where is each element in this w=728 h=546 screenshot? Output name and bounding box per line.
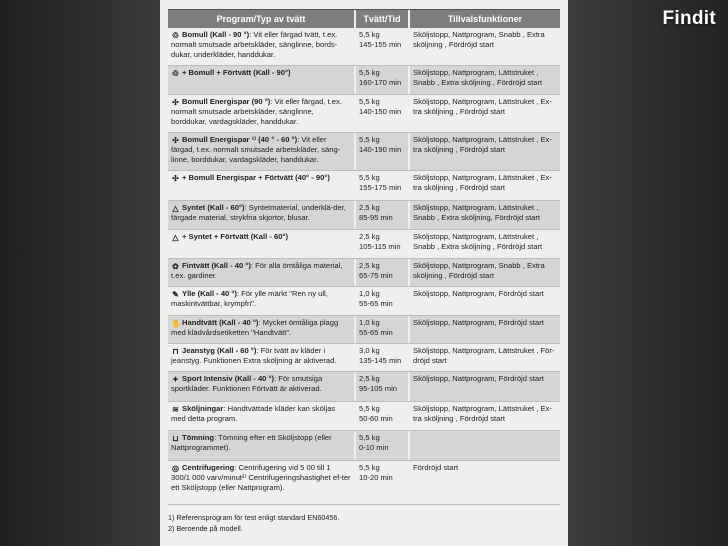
table-row — [168, 171, 560, 201]
load-time-cell — [356, 230, 410, 258]
time-value: 10-20 min — [359, 472, 393, 482]
table-header — [168, 9, 560, 28]
load-time-cell — [356, 344, 410, 371]
program-title: Centrifugering — [182, 463, 235, 472]
time-value: 145-155 min — [359, 39, 402, 49]
load-value: 3,0 kg — [359, 346, 380, 355]
table-row — [168, 28, 560, 66]
time-value: 155-175 min — [359, 182, 402, 192]
header-program: Program/Typ av tvätt — [168, 10, 356, 28]
time-value: 85-95 min — [359, 212, 393, 222]
eco-icon: ✣ — [172, 136, 179, 145]
table-row — [168, 461, 560, 505]
table-body — [168, 28, 560, 505]
program-cell — [168, 201, 356, 229]
table-row — [168, 66, 560, 95]
time-value: 135-145 min — [359, 355, 402, 365]
time-value: 50-60 min — [359, 413, 393, 423]
load-value: 5,5 kg — [359, 135, 380, 144]
options-cell: Sköljstopp, Nattprogram, Lättstruket , Ex-tra sköljning , Fördröjd start — [413, 404, 552, 423]
load-time-cell — [356, 28, 410, 65]
program-description: : Mycket ömtåliga plagg med klädvårdsetiketten "Handtvätt". — [171, 318, 339, 337]
program-title: Tömning — [182, 433, 215, 442]
program-title: Bomull (Kall - 90 °) — [182, 30, 250, 39]
program-title: + Bomull + Förtvätt (Kall - 90°) — [182, 68, 291, 77]
load-time-cell — [356, 461, 410, 504]
options-cell: Sköljstopp, Nattprogram, Lättstruket , Snabb , Extra sköljning, Fördröjd start — [413, 203, 541, 222]
options-cell: Sköljstopp, Nattprogram, Lättstruket , Ex-tra sköljning , Fördröjd start — [413, 97, 552, 116]
load-value: 2,5 kg — [359, 261, 380, 270]
load-value: 5,5 kg — [359, 68, 380, 77]
header-options: Tillvalsfunktioner — [447, 14, 523, 24]
options-cell: Sköljstopp, Nattprogram, Lättstruket , Ex-tra sköljning , Fördröjd start — [413, 135, 552, 154]
time-value: 55-65 min — [359, 327, 393, 337]
options-cell: Sköljstopp, Nattprogram, Snabb , Extra sköljning , Fördröjd start — [413, 30, 545, 49]
options-cell: Sköljstopp, Nattprogram, Lättstruket , Snabb , Extra sköljning , Fördröjd start — [413, 68, 543, 87]
table-row — [168, 431, 560, 461]
program-title: Ylle (Kall - 40 °) — [182, 289, 237, 298]
options-cell: Sköljstopp, Nattprogram, Fördröjd start — [413, 289, 544, 298]
program-description: : För ylle märkt "Ren ny ull, maskintvättbar, krympfri". — [171, 289, 328, 308]
load-time-cell — [356, 431, 410, 460]
program-description: : Vit eller färgad tvätt, t.ex. normalt smutsade arbetskläder, sänglinne, bords-dukar, underkläder, handdukar. — [171, 30, 338, 59]
options-cell: Fördröjd start — [413, 463, 459, 472]
program-description: : Centrifugering vid 5 00 till 1 300/1 000 varv/minut²⁾ Centrifugeringshastighet ef-ter ett Sköljstopp (eller Nattprogram). — [171, 463, 351, 492]
wool-icon: ✎ — [172, 290, 179, 299]
jeans-icon: ⊓ — [172, 347, 179, 356]
table-row — [168, 372, 560, 402]
background-left — [0, 0, 160, 546]
findit-logo[interactable]: Findit — [662, 8, 716, 29]
load-value: 5,5 kg — [359, 404, 380, 413]
load-time-cell — [356, 95, 410, 132]
program-cell — [168, 431, 356, 460]
program-cell — [168, 344, 356, 371]
program-title: Fintvätt (Kall - 40 °) — [182, 261, 251, 270]
load-time-cell — [356, 372, 410, 401]
load-value: 2,5 kg — [359, 232, 380, 241]
drain-icon: ⊔ — [172, 434, 179, 443]
load-time-cell — [356, 171, 410, 200]
footnote-1: 1) Referensprogram för test enligt standard EN60456. — [168, 513, 340, 522]
program-cell — [168, 259, 356, 286]
time-value: 0-10 min — [359, 442, 389, 452]
load-value: 2,5 kg — [359, 374, 380, 383]
eco-prewash-icon: ✣ — [172, 174, 179, 183]
footnote-2: 2) Beroende på modell. — [168, 524, 243, 533]
load-value: 5,5 kg — [359, 173, 380, 182]
options-cell: Sköljstopp, Nattprogram, Lättstruket , Ex-tra sköljning , Fördröjd start — [413, 173, 552, 192]
cotton-prewash-icon: ♲ — [171, 69, 180, 78]
cotton-icon: ♲ — [171, 31, 180, 40]
synthetic-prewash-icon: △ — [172, 233, 179, 242]
program-title: Bomull Energispar (90 °) — [182, 97, 271, 106]
program-cell — [168, 461, 356, 504]
program-title: + Syntet + Förtvätt (Kall - 60°) — [182, 232, 288, 241]
table-row — [168, 259, 560, 287]
load-value: 5,5 kg — [359, 30, 380, 39]
program-cell — [168, 230, 356, 258]
program-title: Sköljningar — [182, 404, 224, 413]
table-row — [168, 230, 560, 259]
program-description: : För smutsiga sportkläder. Funktionen Förtvätt är aktiverad. — [171, 374, 323, 393]
load-time-cell — [356, 287, 410, 315]
load-time-cell — [356, 66, 410, 94]
options-cell: Sköljstopp, Nattprogram, Lättstruket , Snabb , Extra sköljning , Fördröjd start — [413, 232, 543, 251]
time-value: 105-115 min — [359, 241, 401, 251]
program-title: + Bomull Energispar + Förtvätt (40° - 90°) — [182, 173, 330, 182]
time-value: 55-65 min — [359, 298, 393, 308]
table-row — [168, 344, 560, 372]
options-cell: Sköljstopp, Nattprogram, Fördröjd start — [413, 318, 544, 327]
hand-wash-icon: ✋ — [171, 319, 181, 328]
eco-icon: ✣ — [172, 98, 179, 107]
time-value: 95-105 min — [359, 383, 397, 393]
options-cell: Sköljstopp, Nattprogram, Lättstruket , För-dröjd start — [413, 346, 555, 365]
options-cell: Sköljstopp, Nattprogram, Fördröjd start — [413, 374, 544, 383]
sport-icon: ✦ — [172, 375, 179, 384]
load-time-cell — [356, 259, 410, 286]
program-table — [168, 9, 560, 505]
spin-icon: ◎ — [172, 464, 179, 473]
time-value: 140-190 min — [359, 144, 402, 154]
program-title: Jeanstyg (Kall - 60 °) — [182, 346, 257, 355]
load-time-cell — [356, 402, 410, 430]
load-time-cell — [356, 133, 410, 170]
program-description: : Vit eller färgad, t.ex. normalt smutsade arbetskläder, säng-linne, borddukar, vardagskläder, handdukar. — [171, 135, 341, 164]
options-cell — [410, 431, 560, 460]
load-value: 1,0 kg — [359, 289, 380, 298]
table-row — [168, 201, 560, 230]
program-description: : Vit eller färgad, t.ex. normalt smutsade arbetskläder, sänglinne, borddukar, vardagskläder, handdukar. — [171, 97, 342, 126]
synthetic-icon: △ — [172, 204, 179, 213]
footnotes — [168, 512, 339, 534]
program-cell — [168, 66, 356, 94]
program-title: Handtvätt (Kall - 40 °) — [182, 318, 259, 327]
table-row — [168, 287, 560, 316]
program-description: : För tvätt av kläder i jeanstyg. Funktionen Extra sköljning är aktiverad. — [171, 346, 337, 365]
load-time-cell — [356, 201, 410, 229]
time-value: 160-170 min — [359, 77, 402, 87]
program-title: Bomull Energispar ¹⁾ (40 ° - 60 °) — [182, 135, 298, 144]
program-description: : Syntetmaterial, underklä-der, färgade material, strykfria skjortor, blusar. — [171, 203, 346, 222]
rinse-icon: ≋ — [172, 405, 179, 414]
program-cell — [168, 372, 356, 401]
table-row — [168, 133, 560, 171]
options-cell: Sköljstopp, Nattprogram, Snabb , Extra sköljning , Fördröjd start — [413, 261, 545, 280]
program-cell — [168, 287, 356, 315]
program-cell — [168, 402, 356, 430]
background-right — [568, 0, 728, 546]
table-row — [168, 316, 560, 344]
load-value: 1,0 kg — [359, 318, 380, 327]
program-cell — [168, 133, 356, 170]
load-value: 5,5 kg — [359, 463, 380, 472]
manual-page — [160, 0, 568, 546]
load-time-cell — [356, 316, 410, 343]
program-cell — [168, 316, 356, 343]
time-value: 140-150 min — [359, 106, 402, 116]
time-value: 65-75 min — [359, 270, 393, 280]
table-row — [168, 402, 560, 431]
program-cell — [168, 28, 356, 65]
load-value: 5,5 kg — [359, 97, 380, 106]
program-title: Syntet (Kall - 60°) — [182, 203, 245, 212]
table-row — [168, 95, 560, 133]
header-load-time: Tvätt/Tid — [356, 10, 410, 28]
program-title: Sport Intensiv (Kall - 40 °) — [182, 374, 275, 383]
load-value: 5,5 kg — [359, 433, 380, 442]
program-description: : Tömning efter ett Sköljstopp (eller Nattprogrammet). — [171, 433, 332, 452]
program-description: : Handtvättade kläder kan sköljas med detta program. — [171, 404, 336, 423]
program-cell — [168, 171, 356, 200]
delicate-icon: ✿ — [172, 262, 179, 271]
program-cell — [168, 95, 356, 132]
program-description: : För alla ömtåliga material, t.ex. gardiner. — [171, 261, 343, 280]
load-value: 2,5 kg — [359, 203, 380, 212]
